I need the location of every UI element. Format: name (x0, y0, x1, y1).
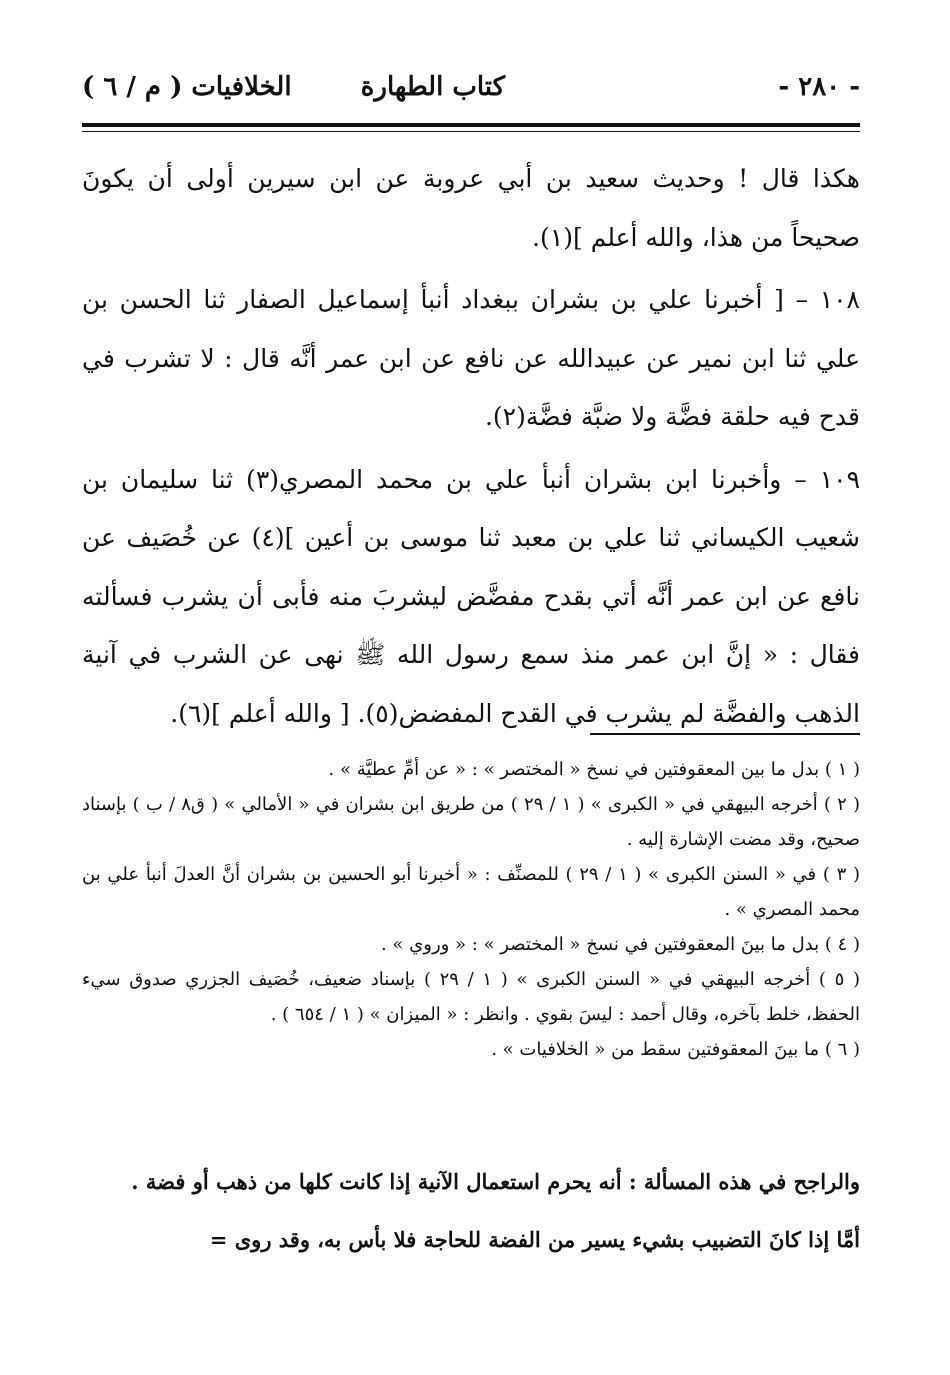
paragraph: ١٠٩ – وأخبرنا ابن بشران أنبأ علي بن محمد المصري(٣) ثنا سليمان بن شعيب الكيساني ثنا علي بن معبد ثنا موسى بن أعين ](٤) عن خُصَيف عن نافع عن ابن عمر أنَّه أتي بقدح مفضَّض ليشربَ منه فأبى أن يشرب فسألته فقال : « إنَّ ابن عمر منذ سمع رسول الله ﷺ نهى عن الشرب في آنية الذهب والفضَّة لم يشرب في القدح المفضض(٥). [ والله أعلم ](٦). (82, 464, 861, 728)
paragraph: ١٠٨ – [ أخبرنا علي بن بشران ببغداد أنبأ إسماعيل الصفار ثنا الحسن بن علي ثنا ابن نمير عن عبيدالله عن نافع عن ابن عمر أنَّه قال : لا تشرب في قدح فيه حلقة فضَّة ولا ضبَّة فضَّة(٢). (82, 285, 860, 431)
page-header (82, 72, 860, 112)
book-title: كتاب الطهارة (360, 72, 505, 102)
footnote-separator (590, 733, 860, 735)
footnote: ( ٢ ) أخرجه البيهقي في « الكبرى » ( ١ / ٢٩ ) من طريق ابن بشران في « الأمالي » ( ق٨ / ب ) بإسناد صحيح، وقد مضت الإشارة إليه . (82, 794, 860, 850)
series-title: الخلافيات ( م / ٦ ) (82, 72, 292, 102)
footnote: ( ٤ ) بدل ما بينَ المعقوفتين في نسخ « المختصر » : « وروي » . (380, 934, 860, 955)
header-rule-thick (82, 123, 860, 127)
header-rule-thin (82, 131, 860, 132)
footnote: ( ١ ) بدل ما بين المعقوفتين في نسخ « المختصر » : « عن أمِّ عطيَّة » . (328, 759, 860, 780)
commentary-paragraph: والراجح في هذه المسألة : أنه يحرم استعمال الآنية إذا كانت كلها من ذهب أو فضة . (131, 1169, 860, 1194)
footnotes (82, 752, 860, 1067)
main-text (82, 150, 860, 747)
footnote: ( ٦ ) ما بينَ المعقوفتين سقط من « الخلافيات » . (491, 1039, 860, 1060)
footnote: ( ٣ ) في « السنن الكبرى » ( ١ / ٢٩ ) للمصنِّف : « أخبرنا أبو الحسين بن بشران أنَّ العدلَ أنبأ علي بن محمد المصري » . (82, 864, 860, 920)
commentary-paragraph: أمَّا إذا كانَ التضبيب بشيء يسير من الفضة للحاجة فلا بأس به، وقد روى = (209, 1227, 860, 1252)
page-number: - ٢٨٠ - (778, 72, 860, 102)
commentary (82, 1160, 860, 1276)
footnote: ( ٥ ) أخرجه البيهقي في « السنن الكبرى » ( ١ / ٢٩ ) بإسناد ضعيف، خُصَيف الجزري صدوق سيء الحفظ، خلط بآخره، وقال أحمد : ليسَ بقوي . وانظر : « الميزان » ( ١ / ٦٥٤ ) . (82, 969, 861, 1025)
paragraph: هكذا قال ! وحديث سعيد بن أبي عروبة عن ابن سيرين أولى أن يكونَ صحيحاً من هذا، والله أعلم ](١). (82, 164, 860, 252)
